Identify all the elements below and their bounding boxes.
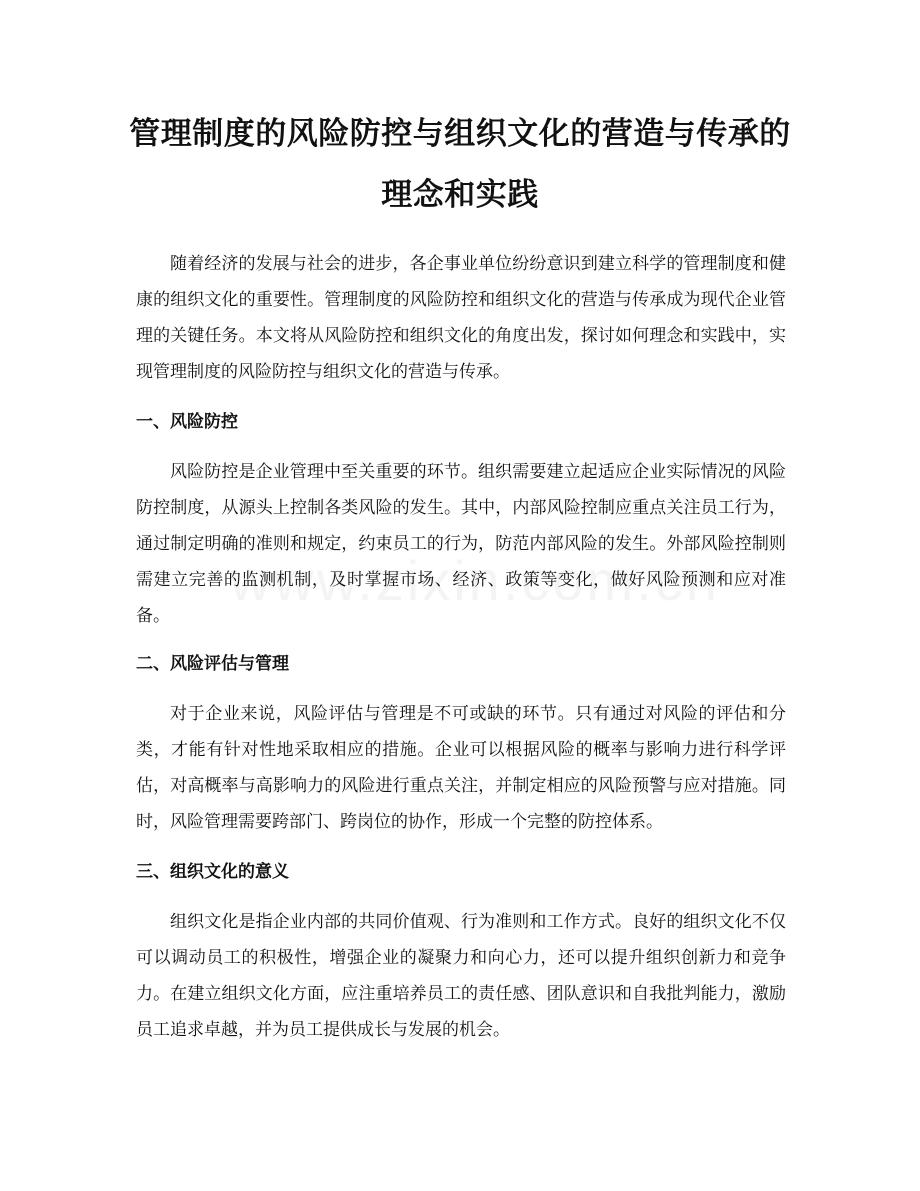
section-heading-1: 一、风险防控 bbox=[136, 412, 238, 432]
section-body-1: 风险防控是企业管理中至关重要的环节。组织需要建立起适应企业实际情况的风险防控制度，从源头上控制各类风险的发生。其中，内部风险控制应重点关注员工行为，通过制定明确的准则和规定，约束员工的行为，防范内部风险的发生。外部风险控制则需建立完善的监测机制，及时掌握市场、经济、政策等变化，做好风险预测和应对准备。 bbox=[136, 462, 786, 626]
intro-paragraph: 随着经济的发展与社会的进步，各企事业单位纷纷意识到建立科学的管理制度和健康的组织文化的重要性。管理制度的风险防控和组织文化的营造与传承成为现代企业管理的关键任务。本文将从风险防控和组织文化的角度出发，探讨如何理念和实践中，实现管理制度的风险防控与组织文化的营造与传承。 bbox=[136, 254, 786, 382]
document-title: 管理制度的风险防控与组织文化的营造与传承的理念和实践 bbox=[129, 116, 791, 213]
section-body-2: 对于企业来说，风险评估与管理是不可或缺的环节。只有通过对风险的评估和分类，才能有针对性地采取相应的措施。企业可以根据风险的概率与影响力进行科学评估，对高概率与高影响力的风险进行重点关注，并制定相应的风险预警与应对措施。同时，风险管理需要跨部门、跨岗位的协作，形成一个完整的防控体系。 bbox=[136, 704, 786, 832]
section-body-3: 组织文化是指企业内部的共同价值观、行为准则和工作方式。良好的组织文化不仅可以调动员工的积极性，增强企业的凝聚力和向心力，还可以提升组织创新力和竞争力。在建立组织文化方面，应注重培养员工的责任感、团队意识和自我批判能力，激励员工追求卓越，并为员工提供成长与发展的机会。 bbox=[136, 912, 786, 1040]
section-heading-2: 二、风险评估与管理 bbox=[136, 654, 289, 674]
section-heading-3: 三、组织文化的意义 bbox=[136, 862, 289, 882]
